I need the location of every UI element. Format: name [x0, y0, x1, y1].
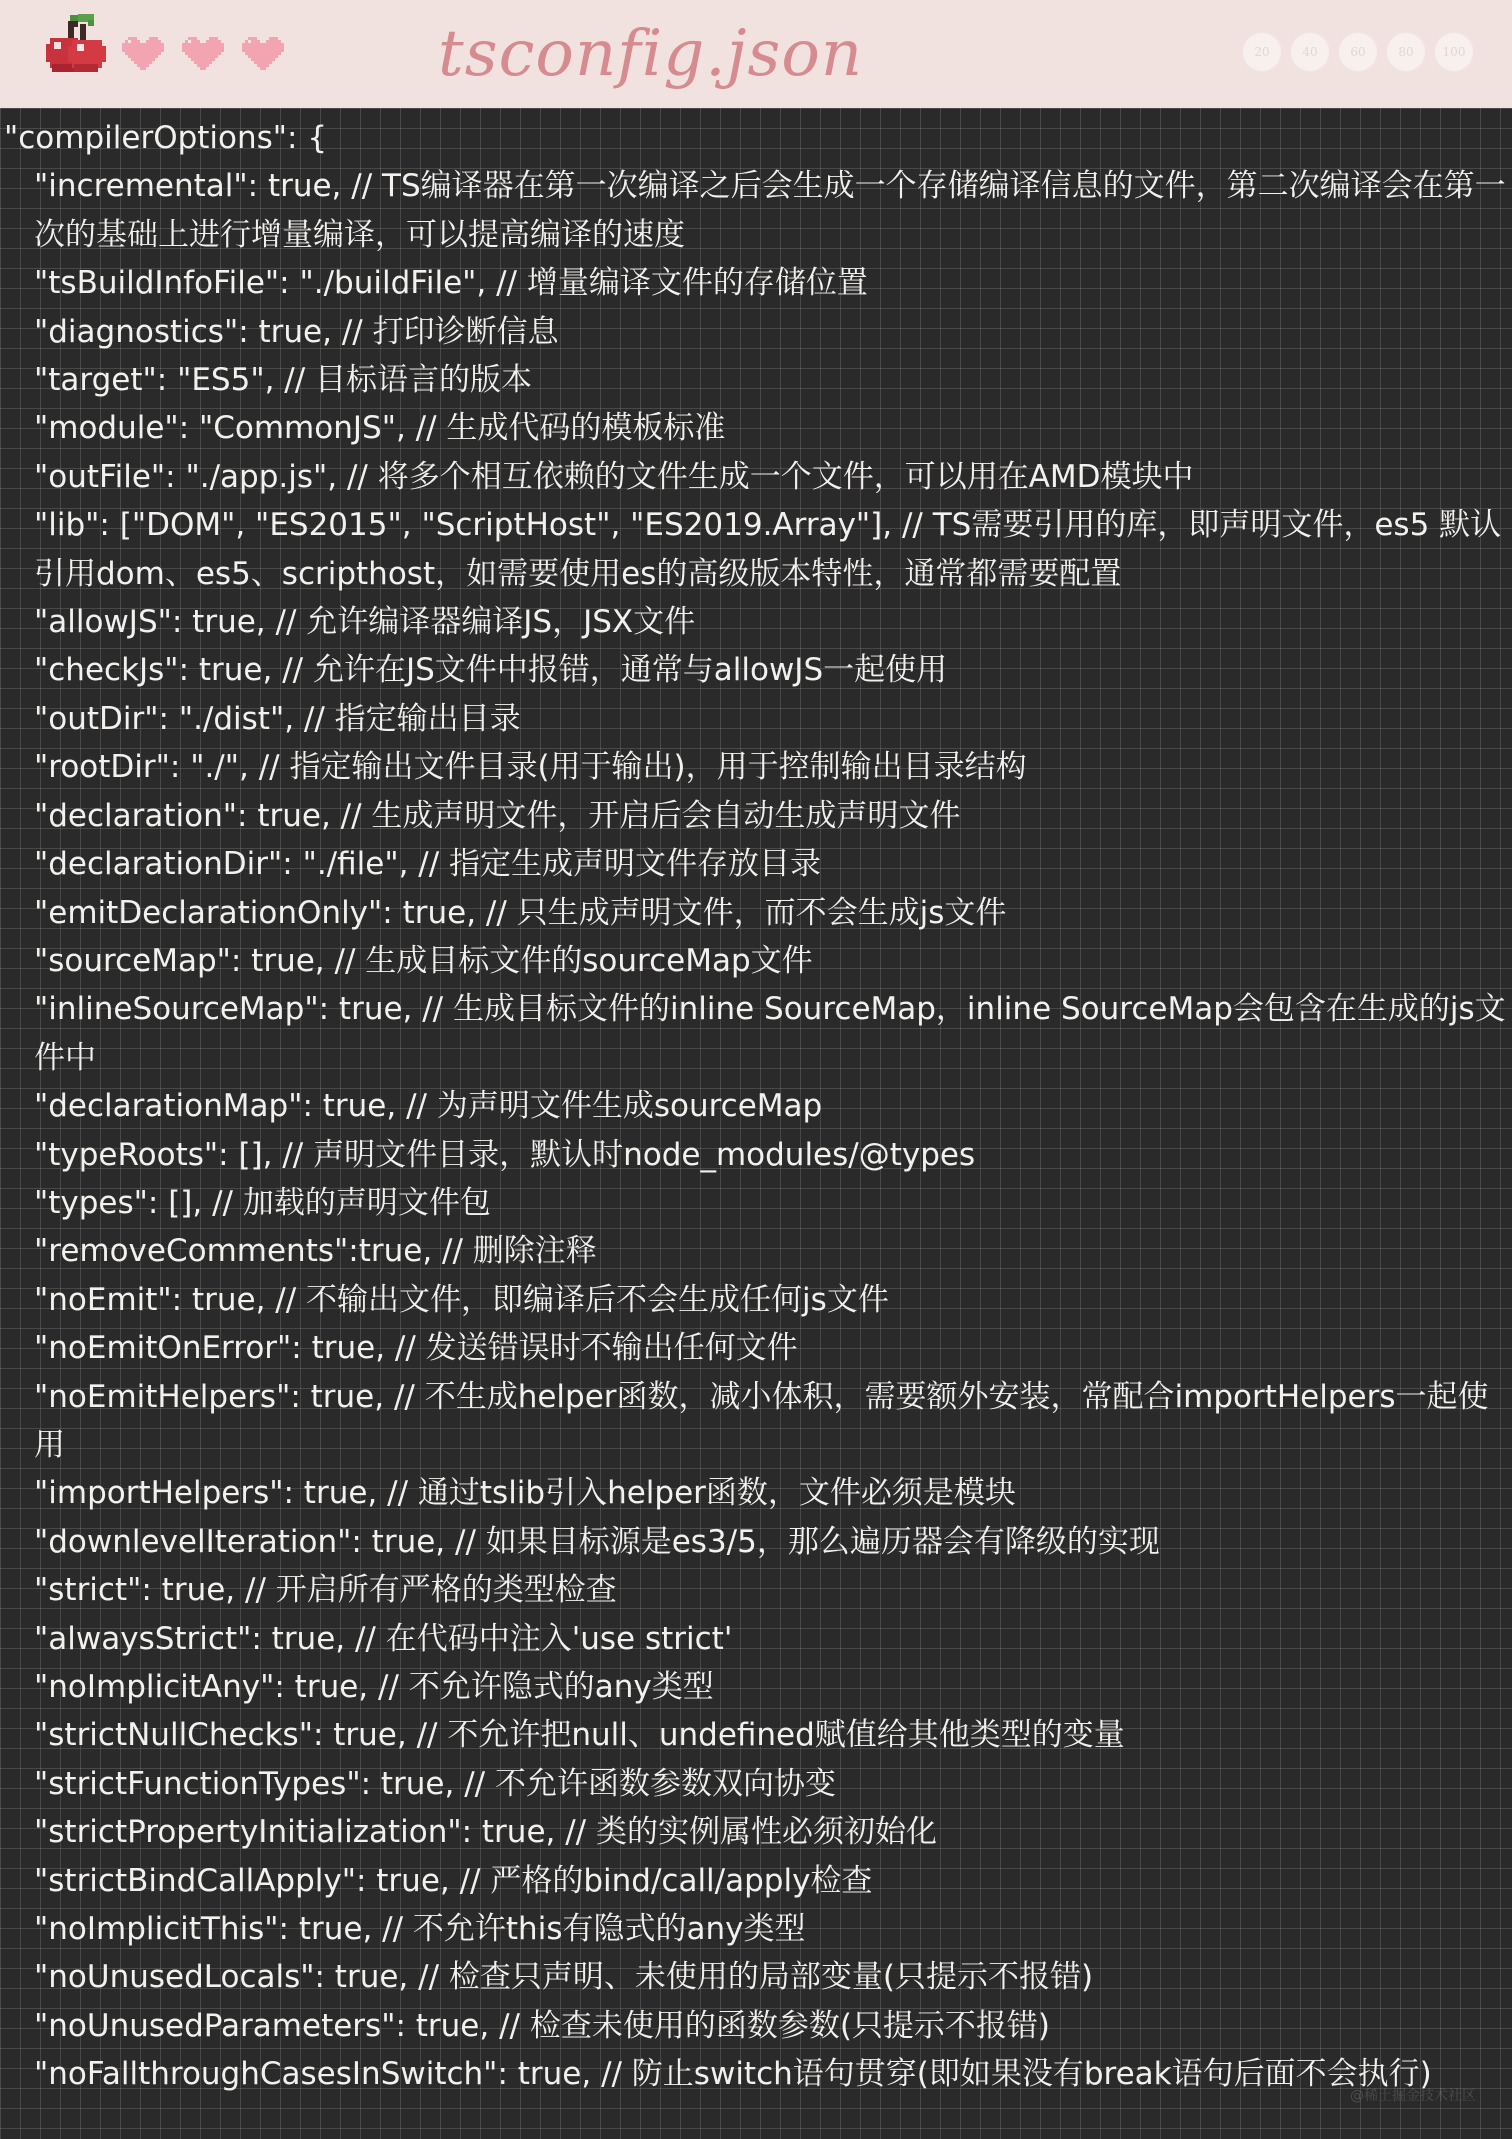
code-line: "declarationMap": true, // 为声明文件生成sourceMap — [34, 1088, 823, 1125]
code-line: "noImplicitThis": true, // 不允许this有隐式的any类型 — [34, 1911, 806, 1948]
code-line: "noEmitOnError": true, // 发送错误时不输出任何文件 — [34, 1330, 798, 1367]
zoom-controls — [1242, 32, 1474, 72]
cherry-icon — [42, 14, 108, 84]
code-line: "emitDeclarationOnly": true, // 只生成声明文件，而不会生成js文件 — [34, 894, 1007, 931]
code-line: "typeRoots": [], // 声明文件目录，默认时node_modules/@types — [34, 1136, 976, 1173]
heart-icon — [182, 34, 224, 70]
code-line: "target": "ES5", // 目标语言的版本 — [34, 362, 533, 399]
code-line: "noUnusedLocals": true, // 检查只声明、未使用的局部变量(只提示不报错) — [34, 1959, 1094, 1996]
code-canvas — [0, 108, 1512, 2139]
hearts-row — [122, 34, 284, 70]
code-line: "incremental": true, // TS编译器在第一次编译之后会生成一个存储编译信息的文件，第二次编译会在第一次的基础上进行增量编译，可以提高编译的速度 — [34, 168, 1506, 253]
heart-icon — [242, 34, 284, 70]
code-line: "types": [], // 加载的声明文件包 — [34, 1184, 491, 1221]
code-line: "outDir": "./dist", // 指定输出目录 — [34, 700, 521, 737]
code-line: "strictNullChecks": true, // 不允许把null、undefined赋值给其他类型的变量 — [34, 1717, 1125, 1754]
code-line: "declarationDir": "./file", // 指定生成声明文件存放目录 — [34, 846, 822, 883]
zoom-80-button[interactable]: 80 — [1386, 32, 1426, 72]
code-line: "strictBindCallApply": true, // 严格的bind/call/apply检查 — [34, 1862, 873, 1899]
code-line: "noEmit": true, // 不输出文件，即编译后不会生成任何js文件 — [34, 1281, 889, 1318]
zoom-20-button[interactable]: 20 — [1242, 32, 1282, 72]
code-line: "noUnusedParameters": true, // 检查未使用的函数参数(只提示不报错) — [34, 2007, 1051, 2044]
code-line: "downlevelIteration": true, // 如果目标源是es3/5，那么遍历器会有降级的实现 — [34, 1523, 1160, 1560]
code-line: "allowJS": true, // 允许编译器编译JS，JSX文件 — [34, 604, 696, 641]
code-line: "sourceMap": true, // 生成目标文件的sourceMap文件 — [34, 942, 813, 979]
page-title: tsconfig.json — [438, 17, 864, 91]
code-line: "importHelpers": true, // 通过tslib引入helper函数，文件必须是模块 — [34, 1475, 1016, 1512]
code-line: "strictPropertyInitialization": true, // 类的实例属性必须初始化 — [34, 1814, 937, 1851]
code-line: "tsBuildInfoFile": "./buildFile", // 增量编译文件的存储位置 — [34, 265, 868, 302]
code-line: "removeComments":true, // 删除注释 — [34, 1233, 597, 1270]
code-line: "inlineSourceMap": true, // 生成目标文件的inline SourceMap，inline SourceMap会包含在生成的js文件中 — [34, 991, 1506, 1076]
code-line: "declaration": true, // 生成声明文件，开启后会自动生成声明文件 — [34, 797, 961, 834]
code-line: "noImplicitAny": true, // 不允许隐式的any类型 — [34, 1669, 714, 1705]
code-line: "noEmitHelpers": true, // 不生成helper函数，减小体积，需要额外安装，常配合importHelpers一起使用 — [34, 1378, 1489, 1463]
code-block — [0, 108, 1512, 2099]
code-line: "module": "CommonJS", // 生成代码的模板标准 — [34, 410, 726, 447]
code-line: "lib": ["DOM", "ES2015", "ScriptHost", "ES2019.Array"], // TS需要引用的库，即声明文件，es5 默认引用dom、es5、scripthost，如需要使用es的高级版本特性，通常都需要配置 — [34, 507, 1502, 592]
code-line: "outFile": "./app.js", // 将多个相互依赖的文件生成一个文件，可以用在AMD模块中 — [34, 458, 1194, 495]
code-line: "alwaysStrict": true, // 在代码中注入'use strict' — [34, 1620, 733, 1657]
zoom-60-button[interactable]: 60 — [1338, 32, 1378, 72]
zoom-40-button[interactable]: 40 — [1290, 32, 1330, 72]
code-line: "rootDir": "./", // 指定输出文件目录(用于输出)，用于控制输出目录结构 — [34, 749, 1027, 786]
header-bar — [0, 0, 1512, 108]
zoom-100-button[interactable]: 100 — [1434, 32, 1474, 72]
code-line-open: "compilerOptions": { — [4, 120, 328, 156]
code-line: "noFallthroughCasesInSwitch": true, // 防止switch语句贯穿(即如果没有break语句后面不会执行) — [34, 2056, 1432, 2093]
code-line: "strictFunctionTypes": true, // 不允许函数参数双向协变 — [34, 1765, 836, 1802]
heart-icon — [122, 34, 164, 70]
code-line: "strict": true, // 开启所有严格的类型检查 — [34, 1572, 617, 1609]
watermark: @稀土掘金技术社区 — [1350, 2088, 1476, 2104]
code-line: "diagnostics": true, // 打印诊断信息 — [34, 313, 559, 350]
code-line: "checkJs": true, // 允许在JS文件中报错，通常与allowJS一起使用 — [34, 652, 948, 689]
